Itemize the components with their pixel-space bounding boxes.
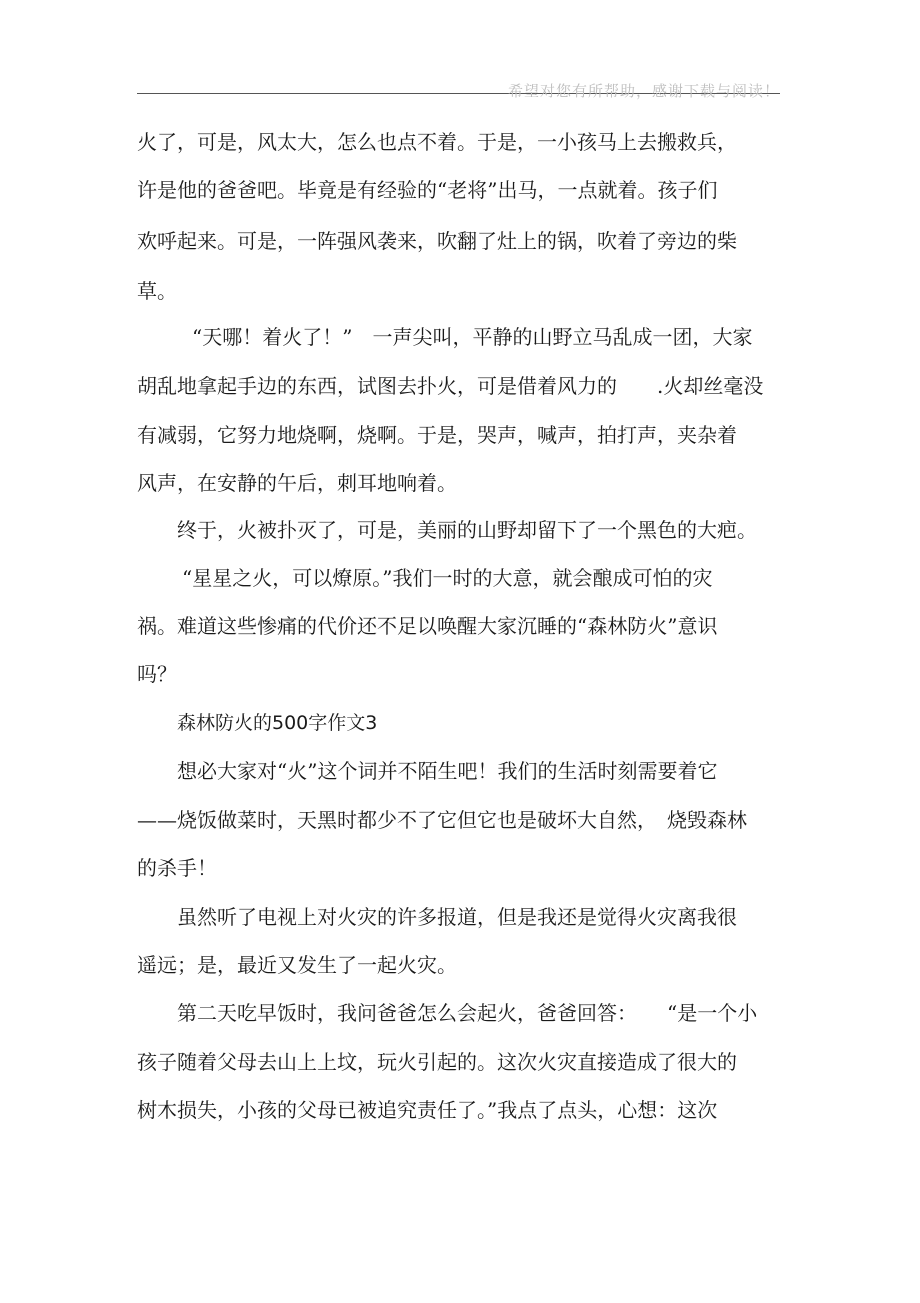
text-line: “天哪！着火了！” 一声尖叫，平静的山野立马乱成一团，大家	[192, 325, 753, 349]
text-line: ——烧饭做菜时，天黑时都少不了它但它也是破坏大自然， 烧毁森林	[137, 808, 747, 832]
header-text: 希望对您有所帮助，感谢下载与阅读！	[507, 82, 780, 100]
text-line: 风声，在安静的午后，刺耳地响着。	[137, 471, 457, 495]
text-line: 火了，可是，风太大，怎么也点不着。于是，一小孩马上去搬救兵，	[137, 130, 737, 154]
text-line: 遥远；是，最近又发生了一起火灾。	[137, 953, 457, 977]
text-line: 虽然听了电视上对火灾的许多报道，但是我还是觉得火灾离我很	[177, 905, 737, 929]
text-line: 胡乱地拿起手边的东西，试图去扑火，可是借着风力的 .火却丝毫没	[137, 374, 764, 398]
text-line: 的杀手！	[137, 856, 217, 880]
text-line: “星星之火，可以燎原。”我们一时的大意，就会酿成可怕的灾	[182, 566, 713, 590]
text-line: 孩子随着父母去山上上坟，玩火引起的。这次火灾直接造成了很大的	[137, 1050, 737, 1074]
text-line: 终于，火被扑灭了，可是，美丽的山野却留下了一个黑色的大疤。	[177, 518, 757, 542]
text-line: 想必大家对“火”这个词并不陌生吧！我们的生活时刻需要着它	[177, 759, 718, 783]
text-line: 第二天吃早饭时，我问爸爸怎么会起火，爸爸回答： “是一个小	[177, 1001, 758, 1025]
text-line: 有减弱，它努力地烧啊，烧啊。于是，哭声，喊声，拍打声，夹杂着	[137, 423, 737, 447]
text-line: 树木损失，小孩的父母已被追究责任了。”我点了点头，心想：这次	[137, 1098, 718, 1122]
text-line: 吗？	[137, 662, 177, 686]
text-line: 许是他的爸爸吧。毕竟是有经验的“老将”出马，一点就着。孩子们	[137, 178, 718, 202]
text-line: 祸。难道这些惨痛的代价还不足以唤醒大家沉睡的“森林防火”意识	[137, 614, 718, 638]
text-line: 草。	[137, 279, 177, 303]
section-heading: 森林防火的500字作文3	[177, 712, 378, 734]
text-line: 欢呼起来。可是，一阵强风袭来，吹翻了灶上的锅，吹着了旁边的柴	[137, 229, 737, 253]
